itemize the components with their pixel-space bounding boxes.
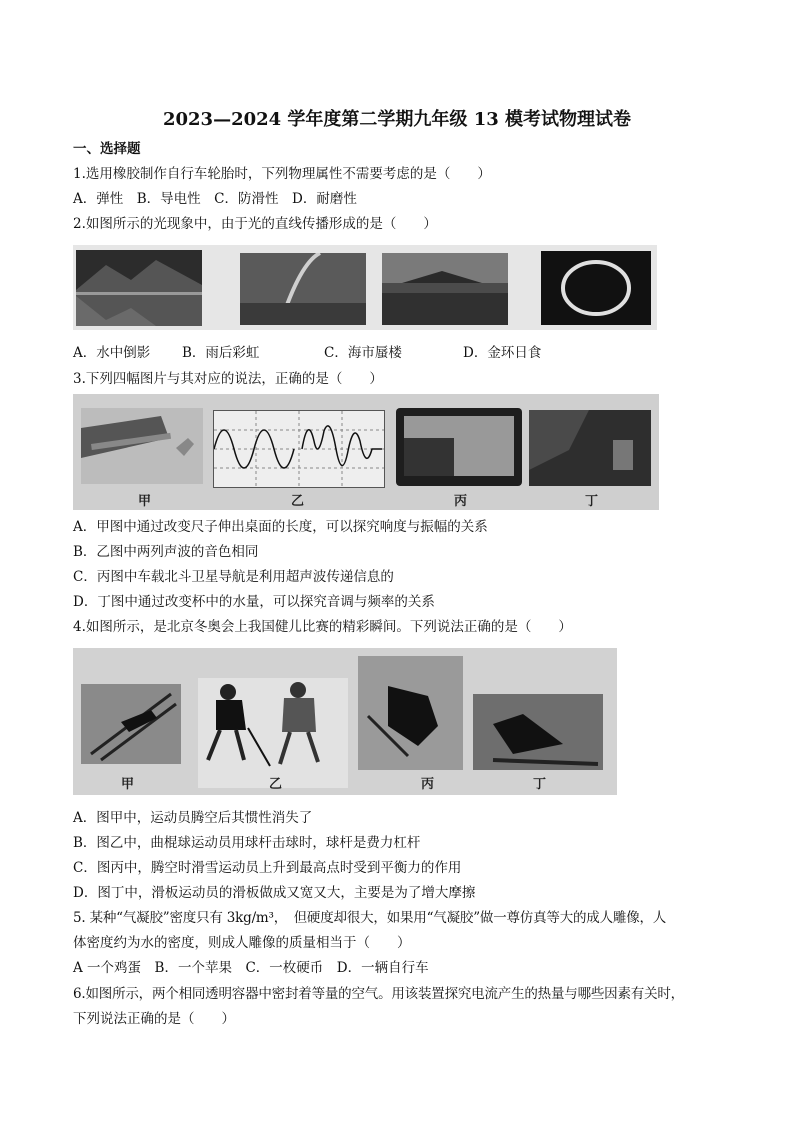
question-2-option-a: A．水中倒影 — [73, 345, 151, 361]
figure-label-bing: 丙 — [421, 777, 435, 792]
question-4-option-a: A．图甲中，运动员腾空后其惯性消失了 — [73, 810, 313, 826]
question-2-option-c: C．海市蜃楼 — [324, 345, 402, 361]
figure-label-jia: 甲 — [121, 777, 135, 792]
question-2-option-d: D．金环日食 — [463, 345, 542, 361]
ski-jump-photo — [81, 684, 181, 764]
snowboarder-photo — [473, 694, 603, 770]
question-3-option-b: B．乙图中两列声波的音色相同 — [73, 544, 259, 560]
question-3-stem: 3.下列四幅图片与其对应的说法，正确的是（ ） — [73, 371, 383, 387]
figure-label-jia: 甲 — [138, 494, 152, 509]
question-4-stem: 4.如图所示，是北京冬奥会上我国健儿比赛的精彩瞬间。下列说法正确的是（ ） — [73, 619, 572, 635]
section-heading: 一、选择题 — [73, 141, 141, 157]
question-6-line-1: 6.如图所示，两个相同透明容器中密封着等量的空气。用该装置探究电流产生的热量与哪些因素有关时， — [73, 986, 684, 1002]
mirage-photo — [382, 253, 508, 325]
navigation-screen-photo — [396, 408, 522, 486]
question-3-option-a: A．甲图中通过改变尺子伸出桌面的长度，可以探究响度与振幅的关系 — [73, 519, 488, 535]
question-3-option-c: C．丙图中车载北斗卫星导航是利用超声波传递信息的 — [73, 569, 394, 585]
question-6-line-2: 下列说法正确的是（ ） — [73, 1011, 235, 1027]
rainbow-photo — [240, 253, 366, 325]
question-4-figure — [73, 648, 617, 795]
question-2-stem: 2.如图所示的光现象中，由于光的直线传播形成的是（ ） — [73, 216, 437, 232]
question-2-figure — [73, 245, 657, 330]
question-4-option-b: B．图乙中，曲棍球运动员用球杆击球时，球杆是费力杠杆 — [73, 835, 421, 851]
figure-label-bing: 丙 — [454, 494, 468, 509]
sound-wave-graph — [213, 410, 385, 488]
aerial-skier-photo — [358, 656, 463, 770]
annular-eclipse-photo — [541, 251, 651, 325]
ruler-on-table-photo — [81, 408, 203, 484]
hockey-players-photo — [198, 678, 348, 788]
figure-label-ding: 丁 — [533, 777, 547, 792]
question-4-option-c: C．图丙中，腾空时滑雪运动员上升到最高点时受到平衡力的作用 — [73, 860, 462, 876]
question-3-figure — [73, 394, 659, 510]
question-1-options: A．弹性 B．导电性 C．防滑性 D．耐磨性 — [73, 191, 357, 207]
figure-label-yi: 乙 — [291, 494, 305, 509]
question-1-stem: 1.选用橡胶制作自行车轮胎时，下列物理属性不需要考虑的是（ ） — [73, 166, 491, 182]
figure-label-ding: 丁 — [585, 494, 599, 509]
question-5-line-1: 5. 某种“气凝胶”密度只有 3kg/m³， 但硬度却很大，如果用“气凝胶”做一尊仿真等大的成人雕像，人 — [73, 910, 667, 926]
exam-title: 2023—2024 学年度第二学期九年级 13 模考试物理试卷 — [162, 109, 632, 130]
question-2-option-b: B．雨后彩虹 — [182, 345, 260, 361]
figure-label-yi: 乙 — [269, 777, 283, 792]
question-4-option-d: D．图丁中，滑板运动员的滑板做成又宽又大，主要是为了增大摩擦 — [73, 885, 476, 901]
question-3-option-d: D．丁图中通过改变杯中的水量，可以探究音调与频率的关系 — [73, 594, 435, 610]
reflection-photo — [76, 250, 202, 326]
glass-of-water-photo — [529, 410, 651, 486]
question-5-line-2: 体密度约为水的密度，则成人雕像的质量相当于（ ） — [73, 935, 411, 951]
question-5-options: A 一个鸡蛋 B．一个苹果 C．一枚硬币 D．一辆自行车 — [73, 960, 429, 976]
